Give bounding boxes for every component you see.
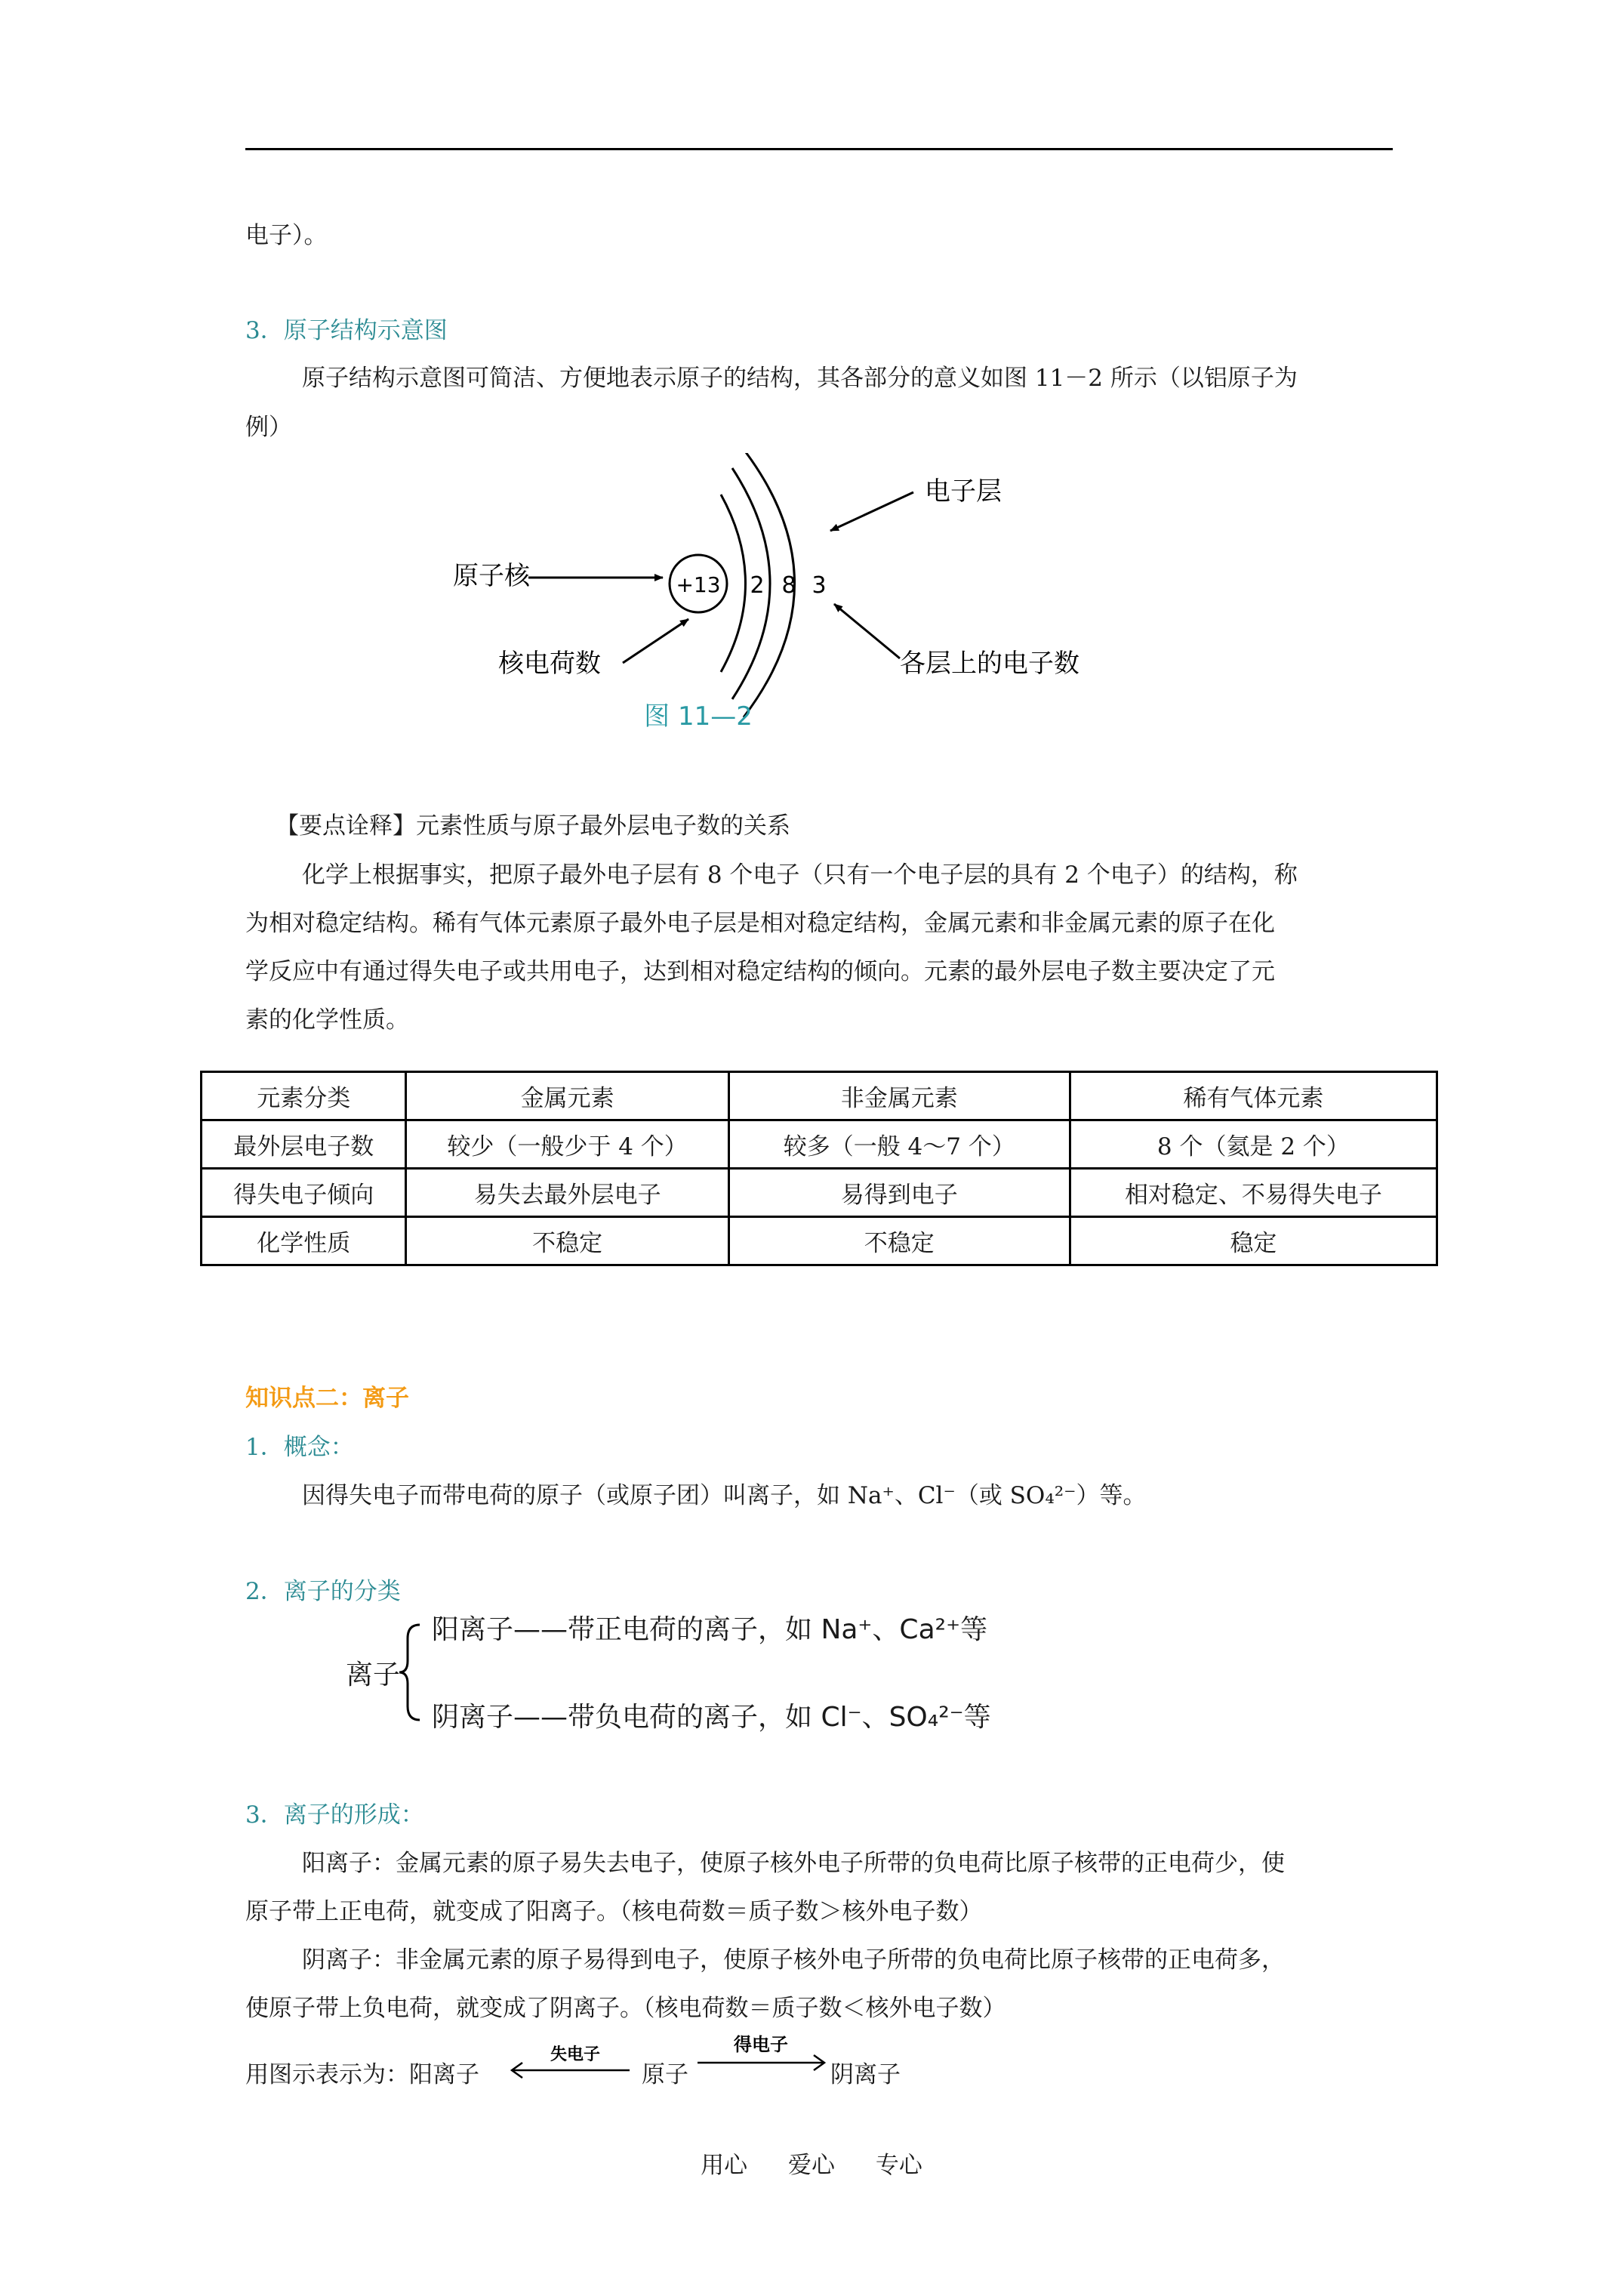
section3-paragraph-line2: 例） [245,414,292,441]
table-cell: 8 个（氦是 2 个） [1070,1120,1437,1169]
scheme-atom: 原子 [642,2061,688,2088]
key-points-line1: 化学上根据事实，把原子最外电子层有 8 个电子（只有一个电子层的具有 2 个电子）的结构，称 [302,861,1298,889]
page-footer [0,2146,1623,2180]
arrow-to-count [834,604,900,658]
ion-class-cation: 阳离子——带正电荷的离子，如 Na⁺、Ca²⁺等 [432,1614,988,1645]
scheme-gain-label: 得电子 [734,2034,788,2055]
table-row [202,1120,1437,1169]
key-points-line2: 为相对稳定结构。稀有气体元素原子最外电子层是相对稳定结构，金属元素和非金属元素的原子在化 [245,910,1275,937]
section3-paragraph-line1: 原子结构示意图可简洁、方便地表示原子的结构，其各部分的意义如图 11－2 所示（以铝原子为 [302,365,1298,392]
table-cell: 最外层电子数 [202,1120,406,1169]
table-row [202,1169,1437,1217]
header-rule [245,148,1393,150]
kp2-concept-text: 因得失电子而带电荷的原子（或原子团）叫离子，如 Na⁺、Cl⁻（或 SO₄²⁻）等。 [302,1482,1147,1509]
table-row [202,1217,1437,1265]
ion-class-brace [397,1622,427,1723]
kp2-concept-heading: 1．概念： [245,1434,354,1461]
footer-item: 爱心 [788,2152,835,2179]
label-nuclear-charge: 核电荷数 [498,649,601,679]
element-property-table [200,1071,1438,1266]
table-cell: 不稳定 [406,1217,728,1265]
kp2-anion-line1: 阴离子：非金属元素的原子易得到电子，使原子核外电子所带的负电荷比原子核带的正电荷多， [302,1946,1285,1974]
figure-caption: 图 11—2 [644,701,753,732]
electron-count-shell3: 3 [812,572,827,599]
electron-count-shell1: 2 [750,572,765,599]
nucleus-charge: +13 [676,572,721,597]
kp2-title: 知识点二：离子 [245,1385,409,1412]
arrow-to-charge [623,619,688,663]
kp2-anion-line2: 使原子带上负电荷，就变成了阴离子。（核电荷数＝质子数＜核外电子数） [245,1995,1006,2022]
table-cell: 较少（一般少于 4 个） [406,1120,728,1169]
scheme-prefix: 用图示表示为：阳离子 [245,2061,479,2088]
scheme-anion: 阴离子 [830,2061,901,2088]
table-cell: 相对稳定、不易得失电子 [1070,1169,1437,1217]
table-cell: 较多（一般 4～7 个） [728,1120,1070,1169]
table-row [202,1072,1437,1120]
table-cell: 金属元素 [406,1072,728,1120]
key-points-line4: 素的化学性质。 [245,1006,409,1034]
table-cell: 得失电子倾向 [202,1169,406,1217]
table-cell: 易得到电子 [728,1169,1070,1217]
table-cell: 元素分类 [202,1072,406,1120]
kp2-cation-line1: 阳离子：金属元素的原子易失去电子，使原子核外电子所带的负电荷比原子核带的正电荷少，使 [302,1850,1285,1877]
arrow-lose-electron [507,2039,636,2091]
shell-arc-1 [721,495,746,672]
footer-item: 用心 [701,2152,748,2179]
scheme-lose-label: 失电子 [550,2045,601,2064]
ion-class-anion: 阴离子——带负电荷的离子，如 Cl⁻、SO₄²⁻等 [432,1702,991,1733]
ion-class-root: 离子 [346,1660,401,1690]
label-electron-shell: 电子层 [925,476,1002,507]
label-electrons-per-shell: 各层上的电子数 [900,649,1079,679]
key-points-title: 【要点诠释】元素性质与原子最外层电子数的关系 [276,812,790,840]
table-cell: 非金属元素 [728,1072,1070,1120]
table-cell: 稀有气体元素 [1070,1072,1437,1120]
table-cell: 易失去最外层电子 [406,1169,728,1217]
key-points-line3: 学反应中有通过得失电子或共用电子，达到相对稳定结构的倾向。元素的最外层电子数主要决定了元 [245,958,1275,985]
kp2-class-heading: 2．离子的分类 [245,1578,401,1605]
table-cell: 稳定 [1070,1217,1437,1265]
continuation-text: 电子）。 [245,222,328,249]
electron-count-shell2: 8 [781,572,796,599]
kp2-form-heading: 3．离子的形成： [245,1801,424,1829]
arrow-gain-electron [694,2026,832,2087]
table-cell: 化学性质 [202,1217,406,1265]
section3-heading: 3．原子结构示意图 [245,317,448,344]
label-nucleus: 原子核 [453,561,530,591]
footer-item: 专心 [875,2152,922,2179]
table-cell: 不稳定 [728,1217,1070,1265]
atom-structure-figure [423,453,1140,740]
arrow-to-shell [830,492,913,531]
kp2-cation-line2: 原子带上正电荷，就变成了阳离子。（核电荷数＝质子数＞核外电子数） [245,1898,983,1925]
